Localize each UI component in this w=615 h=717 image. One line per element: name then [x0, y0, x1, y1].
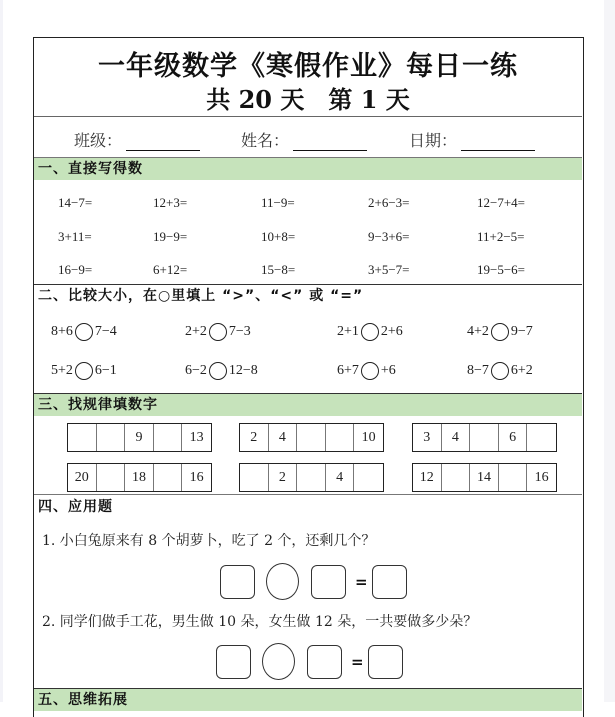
sequence-cell[interactable]: 10	[361, 429, 376, 445]
date-blank[interactable]	[461, 134, 535, 151]
sequence-boxes	[67, 423, 212, 452]
answer-box[interactable]	[307, 645, 342, 679]
sequence-cell[interactable]: 4	[326, 464, 355, 491]
compare-item	[51, 323, 117, 341]
calc-problem: 10+8=	[261, 229, 296, 244]
section-1-header: 一、直接写得数	[34, 158, 582, 180]
compare-left: 5+2	[51, 363, 73, 378]
compare-item	[337, 323, 403, 341]
sequence-cell[interactable]: 4	[442, 424, 471, 451]
worksheet-title: 一年级数学《寒假作业》每日一练	[98, 51, 518, 82]
answer-circle[interactable]	[361, 323, 379, 341]
sequence-cell[interactable]: 2	[240, 424, 269, 451]
compare-item	[185, 362, 258, 380]
calc-problem: 19−5−6=	[477, 262, 525, 277]
sequence-cell[interactable]	[354, 464, 383, 491]
class-field	[74, 128, 200, 151]
date-field	[409, 128, 535, 151]
worksheet-day-subtitle: 共 20 天 第 1 天	[206, 85, 410, 114]
answer-box[interactable]	[311, 565, 346, 599]
sequence-cell[interactable]	[297, 424, 326, 451]
word-problem-1: 1. 小白兔原来有 8 个胡萝卜，吃了 2 个，还剩几个？	[42, 533, 376, 549]
sequence-cell[interactable]	[499, 464, 528, 491]
sequence-boxes	[239, 463, 384, 492]
divider	[34, 494, 582, 495]
section-3-header: 三、找规律填数字	[34, 394, 582, 416]
section-4-header: 四、应用题	[38, 499, 113, 515]
sequence-cell[interactable]	[326, 424, 355, 451]
compare-left: 2+2	[185, 324, 207, 339]
answer-box[interactable]	[216, 645, 251, 679]
answer-equation-1	[220, 563, 407, 600]
compare-right: 6+2	[510, 363, 533, 378]
compare-right: 7−3	[228, 324, 251, 339]
compare-right: 2+6	[380, 324, 403, 339]
sequence-cell[interactable]: 6	[499, 424, 528, 451]
result-box[interactable]	[372, 565, 407, 599]
sequence-boxes	[239, 423, 384, 452]
compare-right: 7−4	[94, 324, 117, 339]
sequence-cell[interactable]	[154, 424, 183, 451]
compare-left: 8−7	[467, 363, 489, 378]
sequence-boxes	[67, 463, 212, 492]
date-label: 日期：	[409, 131, 458, 150]
answer-circle[interactable]	[75, 323, 93, 341]
sequence-cell[interactable]: 3	[413, 424, 442, 451]
calc-problem: 19−9=	[153, 229, 188, 244]
compare-item	[337, 362, 396, 380]
answer-circle[interactable]	[209, 362, 227, 380]
class-label: 班级：	[74, 131, 123, 150]
operator-circle[interactable]	[262, 643, 295, 680]
compare-left: 4+2	[467, 324, 489, 339]
answer-circle[interactable]	[75, 362, 93, 380]
name-label: 姓名：	[241, 131, 290, 150]
class-blank[interactable]	[126, 134, 200, 151]
section-2-header: 二、比较大小，在○里填上 “>”、“<” 或 “=”	[38, 288, 364, 304]
sequence-cell[interactable]	[68, 424, 97, 451]
answer-circle[interactable]	[209, 323, 227, 341]
compare-right: +6	[380, 363, 396, 378]
result-box[interactable]	[368, 645, 403, 679]
answer-equation-2	[216, 643, 403, 680]
compare-left: 6+7	[337, 363, 359, 378]
section-5-header: 五、思维拓展	[34, 689, 582, 711]
sequence-cell[interactable]: 18	[125, 464, 154, 491]
calc-problem: 3+11=	[58, 229, 92, 244]
sequence-cell[interactable]: 20	[68, 464, 97, 491]
compare-left: 8+6	[51, 324, 73, 339]
sequence-cell[interactable]: 16	[534, 469, 549, 485]
sequence-cell[interactable]: 13	[189, 429, 204, 445]
sequence-cell[interactable]	[154, 464, 183, 491]
compare-right: 12−8	[228, 363, 258, 378]
answer-circle[interactable]	[491, 323, 509, 341]
compare-left: 6−2	[185, 363, 207, 378]
compare-right: 6−1	[94, 363, 117, 378]
sequence-cell[interactable]	[97, 424, 126, 451]
title-block	[34, 38, 582, 117]
sequence-cell[interactable]	[527, 424, 556, 451]
operator-circle[interactable]	[266, 563, 299, 600]
student-info-row	[34, 118, 582, 157]
sequence-cell[interactable]	[442, 464, 471, 491]
viewer-scrollbar-area[interactable]	[604, 0, 615, 702]
compare-item	[467, 323, 533, 341]
answer-circle[interactable]	[361, 362, 379, 380]
compare-item	[185, 323, 251, 341]
equals-sign: =	[351, 652, 364, 671]
sequence-cell[interactable]: 4	[269, 424, 298, 451]
sequence-cell[interactable]	[240, 464, 269, 491]
sequence-cell[interactable]	[97, 464, 126, 491]
calc-problem: 11+2−5=	[477, 229, 525, 244]
name-field	[241, 128, 367, 151]
sequence-boxes	[412, 463, 557, 492]
answer-circle[interactable]	[491, 362, 509, 380]
calc-problem: 12−7+4=	[477, 195, 525, 210]
calc-problem: 12+3=	[153, 195, 188, 210]
calc-problem: 16−9=	[58, 262, 93, 277]
calc-problem: 15−8=	[261, 262, 296, 277]
viewer-background-left	[0, 0, 3, 702]
sequence-cell[interactable]	[297, 464, 326, 491]
calc-problem: 14−7=	[58, 195, 93, 210]
compare-item	[51, 362, 117, 380]
sequence-cell[interactable]: 14	[470, 464, 499, 491]
sequence-cell[interactable]	[470, 424, 499, 451]
sequence-cell[interactable]: 16	[189, 469, 204, 485]
compare-right: 9−7	[510, 324, 533, 339]
calc-problem: 6+12=	[153, 262, 188, 277]
sequence-cell[interactable]: 12	[413, 464, 442, 491]
name-blank[interactable]	[293, 134, 367, 151]
calc-problem: 11−9=	[261, 195, 295, 210]
calc-problem: 9−3+6=	[368, 229, 410, 244]
calc-problem: 3+5−7=	[368, 262, 410, 277]
word-problem-2: 2. 同学们做手工花，男生做 10 朵，女生做 12 朵，一共要做多少朵？	[42, 614, 478, 630]
sequence-cell[interactable]: 2	[269, 464, 298, 491]
worksheet-page	[33, 37, 584, 717]
sequence-boxes	[412, 423, 557, 452]
compare-item	[467, 362, 533, 380]
calc-problem: 2+6−3=	[368, 195, 410, 210]
sequence-cell[interactable]: 9	[125, 424, 154, 451]
compare-left: 2+1	[337, 324, 359, 339]
answer-box[interactable]	[220, 565, 255, 599]
equals-sign: =	[355, 572, 368, 591]
